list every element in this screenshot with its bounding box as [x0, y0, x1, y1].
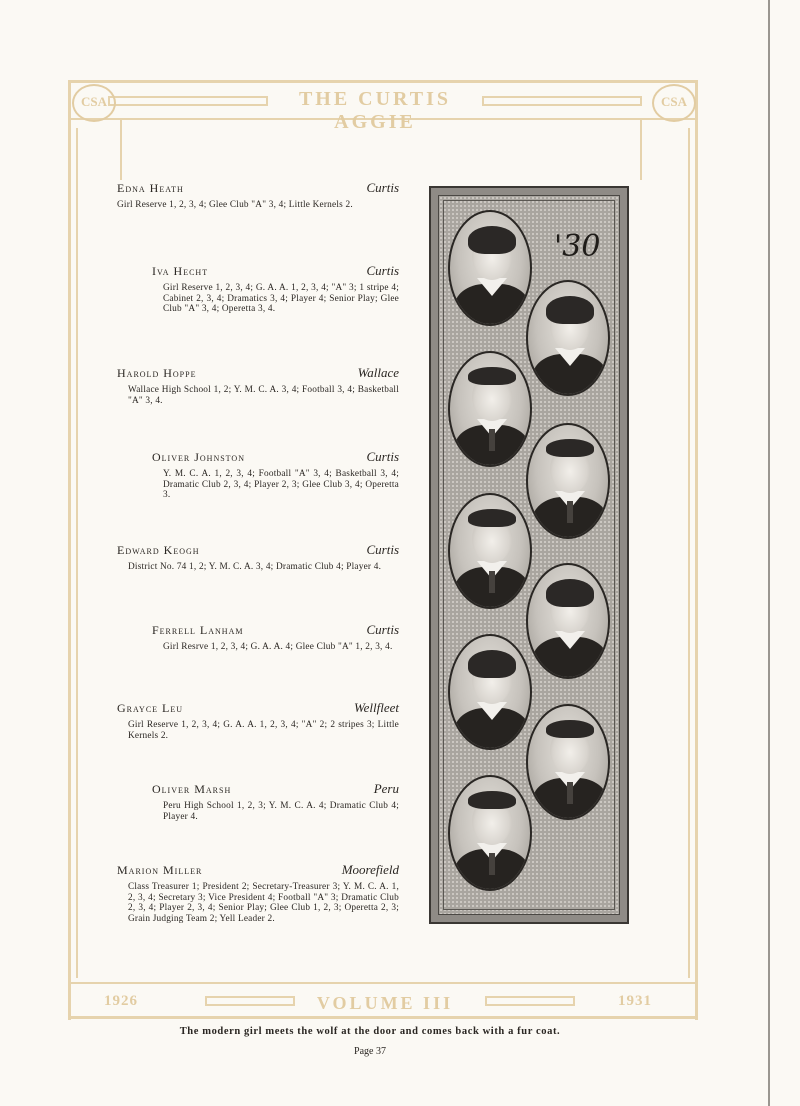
- student-entry: [117, 543, 399, 573]
- portrait-panel-background: [438, 195, 620, 915]
- student-entry: [117, 181, 399, 211]
- student-activities: Girl Reserve 1, 2, 3, 4; G. A. A. 1, 2, 3, 4; "A" 3; 1 stripe 4; Cabinet 2, 3, 4; Dramatics 3, 4; Player 4; Senior Play; Glee Club "A" 3, 4; Operetta 3, 4.: [163, 283, 399, 315]
- student-town: Curtis: [366, 449, 399, 464]
- student-portrait: [526, 563, 610, 679]
- student-entry: [117, 366, 399, 406]
- student-name: Oliver Johnston: [152, 450, 245, 464]
- student-portrait: [448, 775, 532, 891]
- footer-year-start: 1926: [104, 993, 138, 1009]
- student-entry: [152, 623, 399, 653]
- student-town: Wellfleet: [353, 700, 399, 715]
- student-activities: District No. 74 1, 2; Y. M. C. A. 3, 4; Dramatic Club 4; Player 4.: [128, 562, 382, 572]
- footer-year-end: 1931: [618, 993, 652, 1009]
- monogram-right: CSA: [652, 84, 696, 122]
- student-activities: Y. M. C. A. 1, 2, 3, 4; Football "A" 3, 4; Basketball 3, 4; Dramatic Club 2, 3, 4; Player 2, 3; Glee Club 3, 4; Operetta 3.: [163, 469, 399, 501]
- page-number: Page 37: [354, 1046, 386, 1057]
- student-activities: Class Treasurer 1; President 2; Secretary-Treasurer 3; Y. M. C. A. 1, 2, 3, 4; Secretary 3; Vice President 4; Football "A" 3; Dramatic Club 2, 3, 4; Player 2, 3, 4; Senior Play; Glee Club 1, 2, 3; Operetta 2, 3; Grain Judging Team 2; Yell Leader 2.: [128, 882, 399, 924]
- student-entry: [152, 450, 399, 501]
- student-entry: [117, 701, 399, 741]
- student-town: Peru: [373, 781, 399, 796]
- student-entry: [117, 863, 399, 924]
- student-name: Harold Hoppe: [117, 366, 197, 380]
- student-portrait: [526, 423, 610, 539]
- student-name: Edna Heath: [117, 181, 184, 195]
- student-town: Curtis: [366, 622, 399, 637]
- student-portrait: [448, 634, 532, 750]
- student-portrait: [448, 351, 532, 467]
- student-name: Iva Hecht: [152, 264, 209, 278]
- student-portrait: [526, 280, 610, 396]
- student-activities: Peru High School 1, 2, 3; Y. M. C. A. 4; Dramatic Club 4; Player 4.: [163, 801, 399, 822]
- class-year-label: '30: [554, 229, 601, 264]
- page-header-title: THE CURTIS AGGIE: [298, 88, 452, 133]
- portrait-panel: [429, 186, 629, 924]
- footer-volume: VOLUME III: [316, 993, 454, 1013]
- student-name: Oliver Marsh: [152, 782, 232, 796]
- student-activities: Girl Resrve 1, 2, 3, 4; G. A. A. 4; Glee Club "A" 1, 2, 3, 4.: [163, 642, 393, 652]
- student-activities: Wallace High School 1, 2; Y. M. C. A. 3, 4; Football 3, 4; Basketball "A" 3, 4.: [128, 385, 399, 406]
- student-portrait: [448, 493, 532, 609]
- student-portrait: [448, 210, 532, 326]
- student-name: Edward Keogh: [117, 543, 200, 557]
- student-town: Curtis: [366, 263, 399, 278]
- student-town: Curtis: [366, 542, 399, 557]
- student-town: Curtis: [366, 180, 399, 195]
- student-entry: [152, 782, 399, 822]
- student-activities: Girl Reserve 1, 2, 3, 4; Glee Club "A" 3, 4; Little Kernels 2.: [117, 200, 353, 210]
- student-name: Marion Miller: [117, 863, 203, 877]
- page-caption: The modern girl meets the wolf at the door and comes back with a fur coat.: [179, 1026, 561, 1037]
- student-portrait: [526, 704, 610, 820]
- student-town: Wallace: [357, 365, 399, 380]
- monogram-left: CSA: [72, 84, 116, 122]
- page-edge-line: [768, 0, 770, 1106]
- student-name: Grayce Leu: [117, 701, 184, 715]
- student-town: Moorefield: [341, 862, 399, 877]
- student-entry: [152, 264, 399, 315]
- student-activities: Girl Reserve 1, 2, 3, 4; G. A. A. 1, 2, 3, 4; "A" 2; 2 stripes 3; Little Kernels 2.: [128, 720, 399, 741]
- student-name: Ferrell Lanham: [152, 623, 244, 637]
